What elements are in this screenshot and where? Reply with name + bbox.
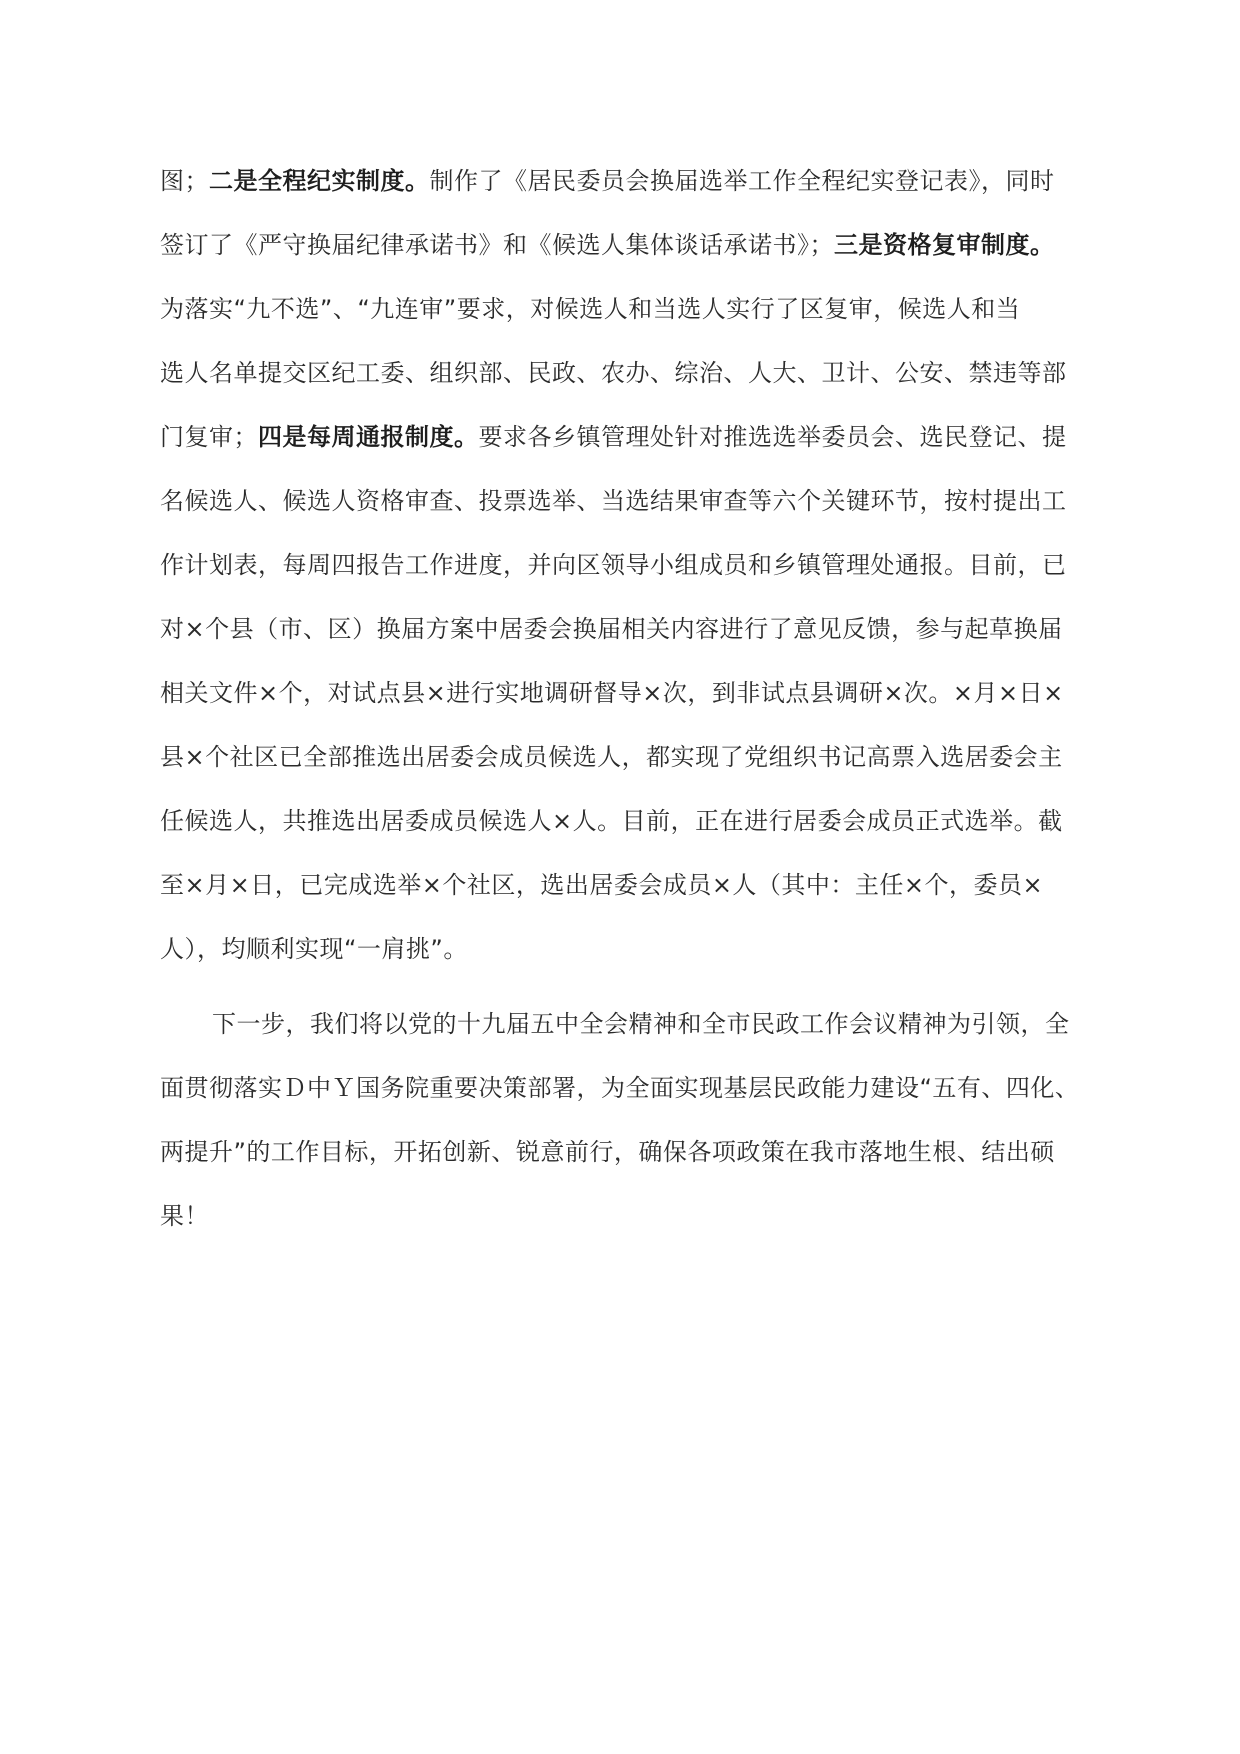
text-run: 门复审； bbox=[160, 423, 258, 451]
body-line bbox=[160, 870, 1090, 900]
body-line bbox=[160, 1073, 1090, 1103]
text-run: 要求各乡镇管理处针对推选选举委员会、选民登记、提 bbox=[478, 423, 1067, 451]
body-line bbox=[160, 1201, 1090, 1231]
text-run: 果！ bbox=[160, 1202, 209, 1230]
text-run: 县×个社区已全部推选出居委会成员候选人，都实现了党组织书记高票入选居委会主 bbox=[160, 743, 1063, 771]
text-run: 人），均顺利实现“一肩挑”。 bbox=[160, 935, 468, 963]
bold-heading-run: 四是每周通报制度。 bbox=[258, 423, 479, 451]
body-line bbox=[160, 1009, 1090, 1039]
text-run: 制作了《居民委员会换届选举工作全程纪实登记表》，同时 bbox=[429, 167, 1055, 195]
body-line bbox=[160, 486, 1090, 516]
body-line bbox=[160, 422, 1090, 452]
body-line bbox=[160, 550, 1090, 580]
body-line bbox=[160, 166, 1090, 196]
text-run: 至×月×日，已完成选举×个社区，选出居委会成员×人（其中：主任×个，委员× bbox=[160, 871, 1044, 899]
bold-heading-run: 三是资格复审制度。 bbox=[834, 231, 1055, 259]
body-line bbox=[160, 294, 1090, 324]
body-line bbox=[160, 358, 1090, 388]
text-run: 对×个县（市、区）换届方案中居委会换届相关内容进行了意见反馈，参与起草换届 bbox=[160, 615, 1063, 643]
text-run: 下一步，我们将以党的十九届五中全会精神和全市民政工作会议精神为引领，全 bbox=[212, 1010, 1070, 1038]
text-run: 任候选人，共推选出居委成员候选人×人。目前，正在进行居委会成员正式选举。截 bbox=[160, 807, 1063, 835]
text-run: 作计划表，每周四报告工作进度，并向区领导小组成员和乡镇管理处通报。目前，已 bbox=[160, 551, 1067, 579]
text-run: 两提升”的工作目标，开拓创新、锐意前行，确保各项政策在我市落地生根、结出硕 bbox=[160, 1138, 1055, 1166]
body-line bbox=[160, 806, 1090, 836]
bold-heading-run: 二是全程纪实制度。 bbox=[209, 167, 430, 195]
text-run: 相关文件×个，对试点县×进行实地调研督导×次，到非试点县调研×次。×月×日× bbox=[160, 679, 1064, 707]
text-run: 名候选人、候选人资格审查、投票选举、当选结果审查等六个关键环节，按村提出工 bbox=[160, 487, 1067, 515]
body-line bbox=[160, 742, 1090, 772]
document-body bbox=[160, 166, 1090, 1231]
body-line bbox=[160, 1137, 1090, 1167]
text-run: 为落实“九不选”、“九连审”要求，对候选人和当选人实行了区复审，候选人和当 bbox=[160, 295, 1021, 323]
text-run: 签订了《严守换届纪律承诺书》和《候选人集体谈话承诺书》； bbox=[160, 231, 834, 259]
body-line bbox=[160, 230, 1090, 260]
body-line bbox=[160, 934, 1090, 964]
text-run: 面贯彻落实Ｄ中Ｙ国务院重要决策部署，为全面实现基层民政能力建设“五有、四化、 bbox=[160, 1074, 1080, 1102]
body-line bbox=[160, 614, 1090, 644]
body-line bbox=[160, 678, 1090, 708]
text-run: 选人名单提交区纪工委、组织部、民政、农办、综治、人大、卫计、公安、禁违等部 bbox=[160, 359, 1067, 387]
text-run: 图； bbox=[160, 167, 209, 195]
